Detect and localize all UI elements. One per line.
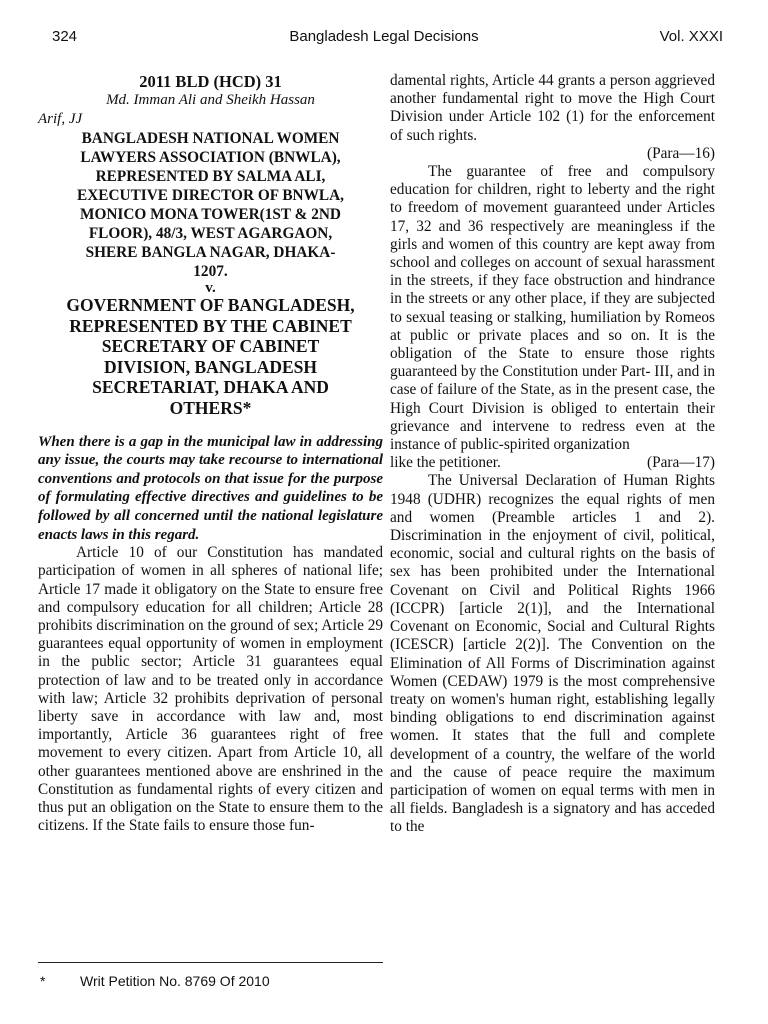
petitioner-line: BANGLADESH NATIONAL WOMEN — [81, 130, 340, 147]
body-paragraph: Article 10 of our Constitution has mandated participation of women in all spheres of national life; Article 17 made it obligatory on the State to ensure free and compulsory education for all children; Article 28 prohibits discrimination on the ground of sex; Article 29 guarantees equal opportunity of women in employment in the public sector; Article 31 guarantees equal protection of law and to be treated only in accordance with law; Article 32 prohibits deprivation of personal liberty save in accordance with law and, most importantly, Article 36 guarantees right of free movement to every citizen. Apart from Article 10, all other guarantees mentioned above are enshrined in the Constitution as fundamental rights of every citizen and thus put an obligation on the State to ensure them to the citizens. If the State fails to ensure those fun- — [38, 544, 383, 835]
case-citation: 2011 BLD (HCD) 31 — [139, 72, 282, 91]
page-header — [0, 22, 768, 52]
body-paragraph: The Universal Declaration of Human Rights 1948 (UDHR) recognizes the equal rights of men and women (Preamble articles 1 and 2). Discrimination in the enjoyment of civil, political, economic, social and cultural rights on the basis of sex has been prohibited under the International Covenant on Civil and Political Rights 1966 (ICCPR) [article 2(1)], and the International Covenant on Economic, Social and Cultural Rights (ICESCR) [article 2(2)]. The Convention on the Elimination of All Forms of Discrimination against Women (CEDAW) 1979 is the most comprehensive treaty on women's human right, establishing legally binding obligations to end discrimination against women. It states that the full and complete development of a country, the welfare of the world and the cause of peace require the maximum participation of women on equal terms with men in all fields. Bangladesh is a signatory and has acceded to the — [390, 472, 715, 836]
judges-line-2: Arif, JJ — [38, 111, 83, 127]
page-number: 324 — [52, 28, 78, 45]
respondent-block — [38, 295, 383, 419]
footnote — [38, 962, 383, 989]
paragraph-reference-label: (Para—16) — [647, 144, 715, 162]
paragraph-reference — [390, 145, 715, 163]
judges-line-1: Md. Imman Ali and Sheikh Hassan — [106, 92, 315, 108]
petitioner-line: FLOOR), 48/3, WEST AGARGAON, — [88, 225, 333, 242]
respondent-line: REPRESENTED BY THE CABINET — [69, 315, 352, 336]
paragraph-closing-line — [390, 454, 715, 472]
respondent-line: SECRETARIAT, DHAKA AND — [92, 377, 329, 398]
respondent-line: SECRETARY OF CABINET — [101, 336, 320, 357]
petitioner-line: SHERE BANGLA NAGAR, DHAKA- — [85, 244, 336, 261]
paragraph-reference-label: (Para—17) — [647, 454, 715, 472]
petitioner-line: 1207. — [193, 263, 228, 280]
petitioner-line: MONICO MONA TOWER(1ST & 2ND — [80, 206, 341, 223]
respondent-line: DIVISION, BANGLADESH — [104, 356, 317, 377]
left-column — [38, 72, 383, 835]
headnote: When there is a gap in the municipal law in addressing any issue, the courts may take recourse to international conventions and protocols on that issue for the purpose of formulating effective directives and guidelines to be followed by all concerned until the national legislature enacts laws in this regard. — [38, 433, 383, 543]
paragraph-closing-text: like the petitioner. — [390, 454, 501, 472]
body-paragraph: damental rights, Article 44 grants a person aggrieved another fundamental right to move the High Court Division under Article 102 (1) for the enforcement of such rights. — [390, 72, 715, 144]
volume-label: Vol. XXXI — [659, 28, 723, 45]
body-paragraph: The guarantee of free and compulsory education for children, right to leberty and the right to freedom of movement guaranteed under Articles 17, 32 and 36 respectively are meaningless if the girls and women of this country are kept away from school and colleges on account of sexual harassment in the streets, if they face obstruction and hindrance in the streets or any other place, if they are subjected to sexual teasing or stalking, humiliation by Romeos at public or private places and so on. It is the obligation of the State to ensure those rights guaranteed by the Constitution under Part- III, and in case of failure of the State, as in the present case, the High Court Division is obliged to entertain their grievance and intervene to redress even at the instance of public-spirited organization — [390, 163, 715, 454]
footnote-text: Writ Petition No. 8769 Of 2010 — [80, 973, 270, 989]
footnote-mark: * — [40, 973, 46, 989]
petitioner-line: LAWYERS ASSOCIATION (BNWLA), — [80, 149, 341, 166]
respondent-line: GOVERNMENT OF BANGLADESH, — [66, 295, 355, 315]
versus-label: v. — [205, 280, 216, 296]
running-title: Bangladesh Legal Decisions — [289, 28, 479, 45]
petitioner-block — [38, 129, 383, 281]
respondent-line: OTHERS* — [169, 397, 252, 418]
petitioner-line: EXECUTIVE DIRECTOR OF BNWLA, — [77, 187, 344, 204]
petitioner-line: REPRESENTED BY SALMA ALI, — [95, 168, 326, 185]
right-column — [390, 72, 715, 837]
